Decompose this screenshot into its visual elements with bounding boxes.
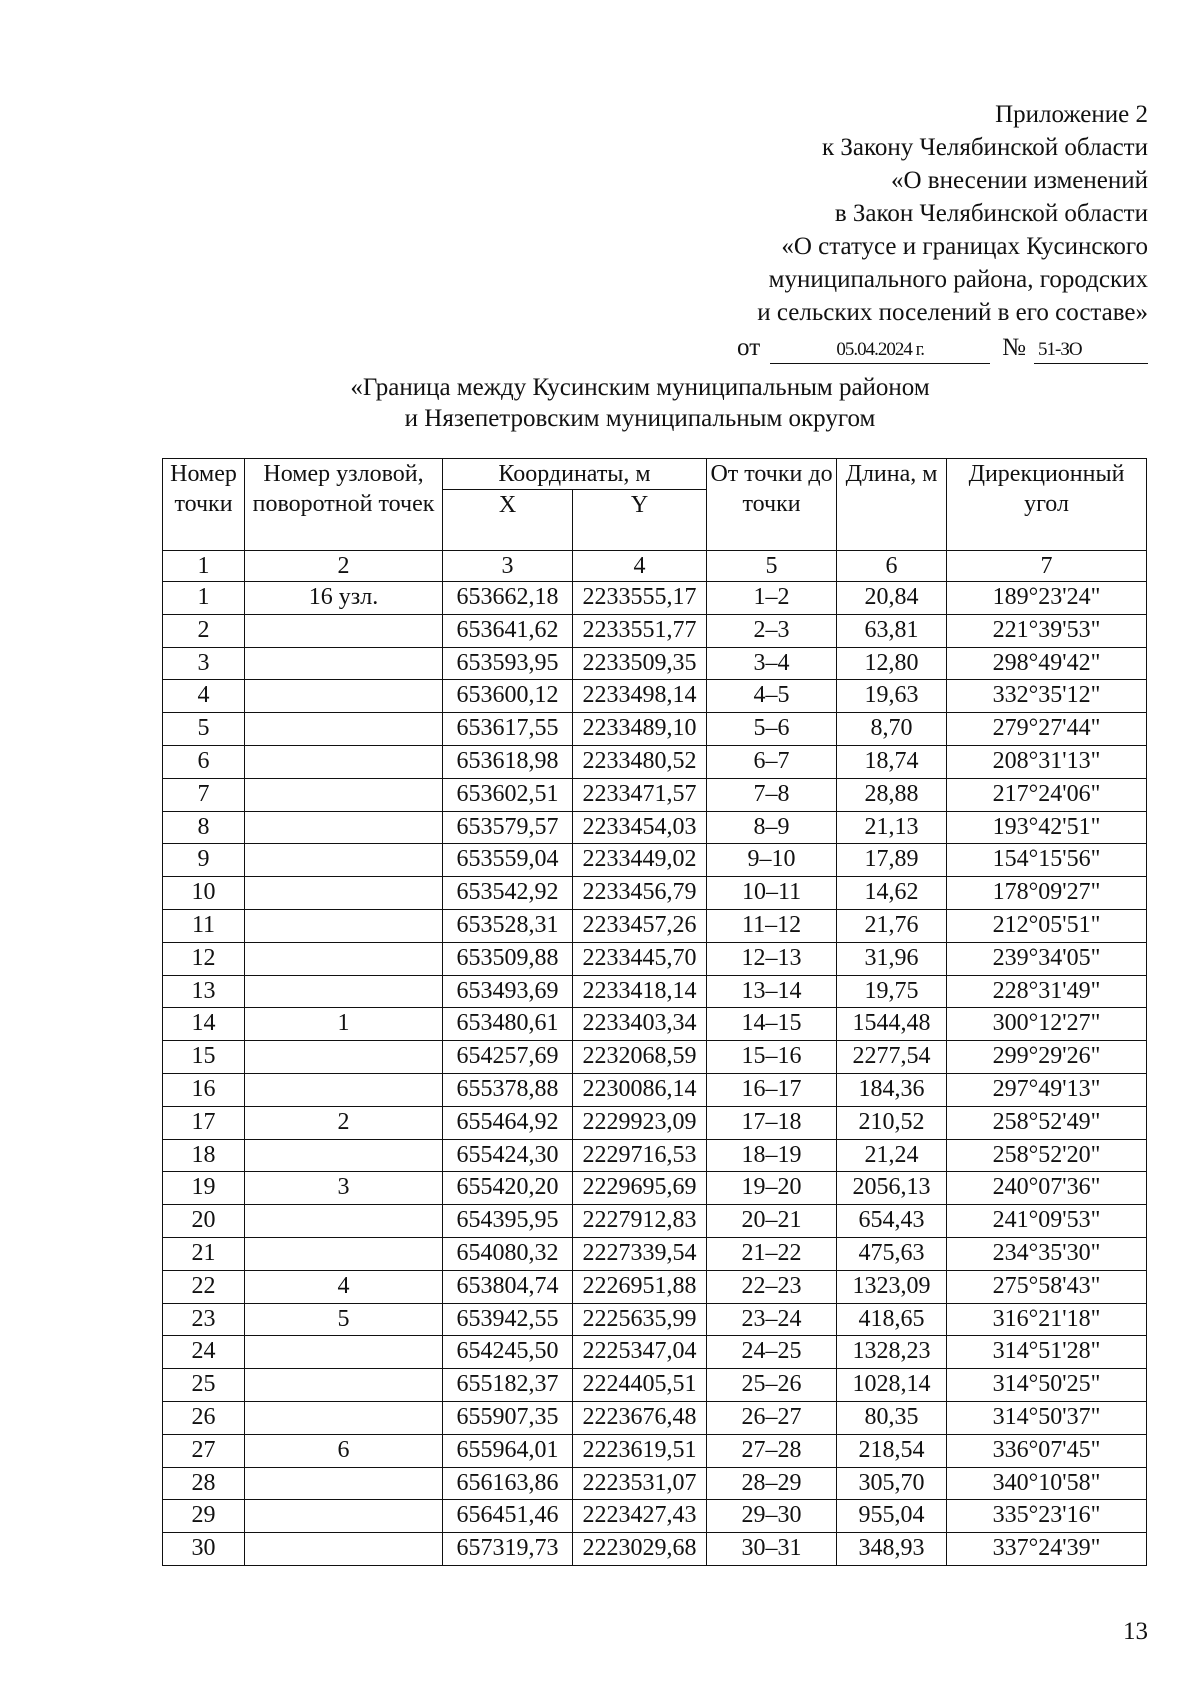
cell-coord-y: 2233489,10	[573, 713, 707, 746]
cell-direction-angle: 154°15'56"	[947, 844, 1147, 877]
cell-coord-x: 655464,92	[443, 1106, 573, 1139]
header-line: Приложение 2	[995, 101, 1148, 128]
cell-segment-length: 21,76	[837, 909, 947, 942]
cell-segment: 5–6	[707, 713, 837, 746]
cell-segment-length: 184,36	[837, 1073, 947, 1106]
column-number: 3	[443, 551, 573, 582]
cell-point-number: 2	[163, 614, 245, 647]
header-line: «О статусе и границах Кусинского	[781, 233, 1148, 260]
cell-segment-length: 210,52	[837, 1106, 947, 1139]
cell-direction-angle: 275°58'43"	[947, 1270, 1147, 1303]
cell-coord-x: 654257,69	[443, 1041, 573, 1074]
table-row	[163, 1041, 1147, 1074]
cell-point-number: 30	[163, 1533, 245, 1566]
table-row	[163, 1106, 1147, 1139]
cell-coord-y: 2233480,52	[573, 745, 707, 778]
cell-segment-length: 28,88	[837, 778, 947, 811]
cell-segment-length: 1544,48	[837, 1008, 947, 1041]
cell-node-number: 5	[245, 1303, 443, 1336]
cell-node-number	[245, 811, 443, 844]
cell-node-number	[245, 942, 443, 975]
cell-coord-x: 656163,86	[443, 1467, 573, 1500]
table-row	[163, 1073, 1147, 1106]
cell-coord-x: 653528,31	[443, 909, 573, 942]
table-row	[163, 1237, 1147, 1270]
cell-coord-x: 655378,88	[443, 1073, 573, 1106]
cell-coord-x: 655424,30	[443, 1139, 573, 1172]
cell-coord-y: 2233498,14	[573, 680, 707, 713]
table-row	[163, 1533, 1147, 1566]
cell-coord-y: 2229716,53	[573, 1139, 707, 1172]
cell-point-number: 4	[163, 680, 245, 713]
cell-segment-length: 348,93	[837, 1533, 947, 1566]
cell-segment-length: 63,81	[837, 614, 947, 647]
cell-coord-x: 653942,55	[443, 1303, 573, 1336]
cell-coord-x: 653618,98	[443, 745, 573, 778]
cell-direction-angle: 193°42'51"	[947, 811, 1147, 844]
cell-segment-length: 14,62	[837, 877, 947, 910]
table-row	[163, 811, 1147, 844]
cell-segment-length: 21,24	[837, 1139, 947, 1172]
column-number: 1	[163, 551, 245, 582]
cell-segment: 23–24	[707, 1303, 837, 1336]
title-line-1: «Граница между Кусинским муниципальным районом	[350, 374, 930, 401]
table-row	[163, 1500, 1147, 1533]
cell-point-number: 16	[163, 1073, 245, 1106]
cell-node-number	[245, 1369, 443, 1402]
table-row	[163, 1369, 1147, 1402]
cell-segment: 25–26	[707, 1369, 837, 1402]
cell-segment: 22–23	[707, 1270, 837, 1303]
cell-point-number: 8	[163, 811, 245, 844]
table-row	[163, 1434, 1147, 1467]
table-row	[163, 1008, 1147, 1041]
cell-coord-y: 2233418,14	[573, 975, 707, 1008]
law-number: 51-ЗО	[1034, 337, 1148, 364]
cell-direction-angle: 240°07'36"	[947, 1172, 1147, 1205]
cell-node-number	[245, 1533, 443, 1566]
cell-segment-length: 80,35	[837, 1401, 947, 1434]
boundary-coordinates-table	[162, 458, 1147, 1566]
cell-segment-length: 475,63	[837, 1237, 947, 1270]
cell-direction-angle: 300°12'27"	[947, 1008, 1147, 1041]
cell-direction-angle: 332°35'12"	[947, 680, 1147, 713]
cell-point-number: 17	[163, 1106, 245, 1139]
cell-segment-length: 418,65	[837, 1303, 947, 1336]
cell-coord-y: 2233445,70	[573, 942, 707, 975]
header-line: муниципального района, городских	[768, 266, 1148, 293]
header-y: Y	[573, 490, 707, 551]
cell-direction-angle: 314°50'25"	[947, 1369, 1147, 1402]
cell-segment-length: 19,75	[837, 975, 947, 1008]
cell-node-number	[245, 877, 443, 910]
cell-node-number	[245, 745, 443, 778]
cell-segment: 17–18	[707, 1106, 837, 1139]
cell-segment: 14–15	[707, 1008, 837, 1041]
cell-segment: 7–8	[707, 778, 837, 811]
cell-node-number: 4	[245, 1270, 443, 1303]
cell-segment-length: 218,54	[837, 1434, 947, 1467]
date-prefix: от	[737, 334, 761, 361]
cell-coord-y: 2223029,68	[573, 1533, 707, 1566]
cell-point-number: 25	[163, 1369, 245, 1402]
cell-coord-x: 657319,73	[443, 1533, 573, 1566]
cell-point-number: 13	[163, 975, 245, 1008]
cell-node-number: 6	[245, 1434, 443, 1467]
cell-node-number	[245, 778, 443, 811]
cell-segment-length: 12,80	[837, 647, 947, 680]
cell-point-number: 10	[163, 877, 245, 910]
cell-node-number	[245, 1467, 443, 1500]
cell-coord-y: 2233454,03	[573, 811, 707, 844]
header-point-number: Номер точки	[163, 459, 245, 551]
cell-node-number	[245, 909, 443, 942]
cell-point-number: 21	[163, 1237, 245, 1270]
table-row	[163, 1401, 1147, 1434]
table-row	[163, 1467, 1147, 1500]
cell-node-number	[245, 1139, 443, 1172]
table-row	[163, 647, 1147, 680]
cell-segment-length: 19,63	[837, 680, 947, 713]
header-node-number: Номер узловой, поворотной точек	[245, 459, 443, 551]
table-row	[163, 680, 1147, 713]
cell-segment-length: 2277,54	[837, 1041, 947, 1074]
cell-segment-length: 21,13	[837, 811, 947, 844]
cell-coord-y: 2225347,04	[573, 1336, 707, 1369]
cell-point-number: 12	[163, 942, 245, 975]
cell-point-number: 7	[163, 778, 245, 811]
cell-segment: 16–17	[707, 1073, 837, 1106]
table-row	[163, 877, 1147, 910]
cell-coord-x: 653480,61	[443, 1008, 573, 1041]
cell-segment: 6–7	[707, 745, 837, 778]
cell-point-number: 20	[163, 1205, 245, 1238]
cell-direction-angle: 316°21'18"	[947, 1303, 1147, 1336]
cell-segment-length: 20,84	[837, 582, 947, 615]
cell-direction-angle: 208°31'13"	[947, 745, 1147, 778]
cell-direction-angle: 279°27'44"	[947, 713, 1147, 746]
cell-coord-x: 655420,20	[443, 1172, 573, 1205]
cell-coord-x: 653804,74	[443, 1270, 573, 1303]
cell-point-number: 26	[163, 1401, 245, 1434]
cell-segment-length: 654,43	[837, 1205, 947, 1238]
cell-segment: 26–27	[707, 1401, 837, 1434]
cell-coord-x: 654245,50	[443, 1336, 573, 1369]
cell-coord-y: 2227339,54	[573, 1237, 707, 1270]
cell-node-number	[245, 1500, 443, 1533]
cell-segment: 20–21	[707, 1205, 837, 1238]
cell-segment: 12–13	[707, 942, 837, 975]
cell-segment-length: 31,96	[837, 942, 947, 975]
cell-coord-y: 2233555,17	[573, 582, 707, 615]
cell-coord-y: 2229923,09	[573, 1106, 707, 1139]
cell-direction-angle: 337°24'39"	[947, 1533, 1147, 1566]
table-row	[163, 1336, 1147, 1369]
table-row	[163, 614, 1147, 647]
section-title	[160, 372, 1120, 434]
table-row	[163, 975, 1147, 1008]
header-length: Длина, м	[837, 459, 947, 551]
cell-coord-x: 654395,95	[443, 1205, 573, 1238]
cell-segment-length: 17,89	[837, 844, 947, 877]
cell-segment-length: 305,70	[837, 1467, 947, 1500]
cell-direction-angle: 212°05'51"	[947, 909, 1147, 942]
column-number: 4	[573, 551, 707, 582]
cell-segment: 19–20	[707, 1172, 837, 1205]
cell-node-number	[245, 614, 443, 647]
cell-coord-y: 2223531,07	[573, 1467, 707, 1500]
cell-node-number	[245, 713, 443, 746]
cell-coord-x: 653579,57	[443, 811, 573, 844]
cell-point-number: 6	[163, 745, 245, 778]
cell-segment: 3–4	[707, 647, 837, 680]
cell-segment: 11–12	[707, 909, 837, 942]
header-from-to: От точки до точки	[707, 459, 837, 551]
cell-segment-length: 8,70	[837, 713, 947, 746]
header-direction-angle: Дирекционный угол	[947, 459, 1147, 551]
table-row	[163, 844, 1147, 877]
cell-coord-x: 655907,35	[443, 1401, 573, 1434]
cell-point-number: 1	[163, 582, 245, 615]
cell-node-number	[245, 1205, 443, 1238]
cell-coord-y: 2229695,69	[573, 1172, 707, 1205]
cell-point-number: 19	[163, 1172, 245, 1205]
column-number: 5	[707, 551, 837, 582]
cell-coord-x: 653493,69	[443, 975, 573, 1008]
cell-point-number: 3	[163, 647, 245, 680]
cell-segment: 27–28	[707, 1434, 837, 1467]
table-row	[163, 582, 1147, 615]
cell-segment: 21–22	[707, 1237, 837, 1270]
column-number-row	[163, 551, 1147, 582]
cell-node-number: 2	[245, 1106, 443, 1139]
cell-segment-length: 1028,14	[837, 1369, 947, 1402]
cell-node-number	[245, 1336, 443, 1369]
cell-node-number	[245, 647, 443, 680]
table-row	[163, 745, 1147, 778]
title-line-2: и Нязепетровским муниципальным округом	[404, 405, 876, 432]
cell-segment: 15–16	[707, 1041, 837, 1074]
cell-direction-angle: 299°29'26"	[947, 1041, 1147, 1074]
cell-coord-y: 2233403,34	[573, 1008, 707, 1041]
cell-segment: 29–30	[707, 1500, 837, 1533]
cell-direction-angle: 336°07'45"	[947, 1434, 1147, 1467]
cell-segment: 18–19	[707, 1139, 837, 1172]
cell-direction-angle: 234°35'30"	[947, 1237, 1147, 1270]
cell-segment-length: 2056,13	[837, 1172, 947, 1205]
cell-direction-angle: 221°39'53"	[947, 614, 1147, 647]
cell-direction-angle: 217°24'06"	[947, 778, 1147, 811]
cell-coord-y: 2233456,79	[573, 877, 707, 910]
column-number: 7	[947, 551, 1147, 582]
cell-coord-x: 653593,95	[443, 647, 573, 680]
cell-direction-angle: 178°09'27"	[947, 877, 1147, 910]
cell-direction-angle: 298°49'42"	[947, 647, 1147, 680]
cell-coord-x: 653559,04	[443, 844, 573, 877]
cell-coord-x: 653602,51	[443, 778, 573, 811]
table-row	[163, 942, 1147, 975]
cell-segment-length: 1328,23	[837, 1336, 947, 1369]
cell-point-number: 23	[163, 1303, 245, 1336]
cell-direction-angle: 258°52'20"	[947, 1139, 1147, 1172]
cell-coord-x: 656451,46	[443, 1500, 573, 1533]
cell-coord-y: 2226951,88	[573, 1270, 707, 1303]
cell-segment: 30–31	[707, 1533, 837, 1566]
date-number-line	[628, 331, 1148, 364]
number-sign: №	[1002, 334, 1026, 361]
cell-point-number: 18	[163, 1139, 245, 1172]
cell-segment: 2–3	[707, 614, 837, 647]
table-row	[163, 1139, 1147, 1172]
table-row	[163, 713, 1147, 746]
cell-coord-y: 2223619,51	[573, 1434, 707, 1467]
cell-node-number	[245, 844, 443, 877]
cell-coord-x: 653600,12	[443, 680, 573, 713]
table-row	[163, 909, 1147, 942]
cell-coord-x: 654080,32	[443, 1237, 573, 1270]
table-row	[163, 778, 1147, 811]
cell-segment: 8–9	[707, 811, 837, 844]
cell-coord-y: 2230086,14	[573, 1073, 707, 1106]
cell-coord-x: 653542,92	[443, 877, 573, 910]
cell-coord-y: 2225635,99	[573, 1303, 707, 1336]
cell-segment-length: 18,74	[837, 745, 947, 778]
cell-point-number: 11	[163, 909, 245, 942]
header-coordinates: Координаты, м	[443, 459, 707, 490]
cell-coord-y: 2223676,48	[573, 1401, 707, 1434]
cell-node-number	[245, 975, 443, 1008]
cell-segment: 24–25	[707, 1336, 837, 1369]
cell-segment: 10–11	[707, 877, 837, 910]
cell-point-number: 9	[163, 844, 245, 877]
cell-coord-y: 2233449,02	[573, 844, 707, 877]
cell-direction-angle: 335°23'16"	[947, 1500, 1147, 1533]
cell-coord-x: 653641,62	[443, 614, 573, 647]
table-row	[163, 1303, 1147, 1336]
cell-point-number: 28	[163, 1467, 245, 1500]
cell-point-number: 27	[163, 1434, 245, 1467]
cell-direction-angle: 241°09'53"	[947, 1205, 1147, 1238]
cell-node-number: 3	[245, 1172, 443, 1205]
cell-direction-angle: 340°10'58"	[947, 1467, 1147, 1500]
page-number: 13	[1123, 1618, 1148, 1645]
table-body	[163, 582, 1147, 1566]
cell-segment: 1–2	[707, 582, 837, 615]
cell-node-number	[245, 1073, 443, 1106]
cell-node-number	[245, 680, 443, 713]
cell-coord-x: 653662,18	[443, 582, 573, 615]
cell-direction-angle: 314°50'37"	[947, 1401, 1147, 1434]
cell-coord-y: 2232068,59	[573, 1041, 707, 1074]
cell-coord-y: 2233509,35	[573, 647, 707, 680]
cell-coord-x: 655964,01	[443, 1434, 573, 1467]
column-number: 6	[837, 551, 947, 582]
header-x: X	[443, 490, 573, 551]
table-row	[163, 1270, 1147, 1303]
cell-node-number	[245, 1041, 443, 1074]
cell-segment-length: 1323,09	[837, 1270, 947, 1303]
header-line: «О внесении изменений	[890, 167, 1148, 194]
cell-point-number: 15	[163, 1041, 245, 1074]
cell-direction-angle: 239°34'05"	[947, 942, 1147, 975]
cell-direction-angle: 297°49'13"	[947, 1073, 1147, 1106]
cell-direction-angle: 228°31'49"	[947, 975, 1147, 1008]
cell-coord-y: 2233471,57	[573, 778, 707, 811]
table-row	[163, 1205, 1147, 1238]
cell-coord-x: 653509,88	[443, 942, 573, 975]
cell-segment: 13–14	[707, 975, 837, 1008]
cell-coord-x: 653617,55	[443, 713, 573, 746]
cell-direction-angle: 258°52'49"	[947, 1106, 1147, 1139]
cell-coord-y: 2233551,77	[573, 614, 707, 647]
cell-point-number: 22	[163, 1270, 245, 1303]
table-header	[163, 459, 1147, 582]
cell-node-number: 16 узл.	[245, 582, 443, 615]
table-row	[163, 1172, 1147, 1205]
header-line: к Закону Челябинской области	[822, 134, 1148, 161]
cell-direction-angle: 314°51'28"	[947, 1336, 1147, 1369]
cell-point-number: 5	[163, 713, 245, 746]
cell-coord-y: 2227912,83	[573, 1205, 707, 1238]
cell-point-number: 14	[163, 1008, 245, 1041]
cell-segment: 9–10	[707, 844, 837, 877]
cell-segment: 4–5	[707, 680, 837, 713]
column-number: 2	[245, 551, 443, 582]
header-line: и сельских поселений в его составе»	[757, 299, 1148, 326]
cell-segment-length: 955,04	[837, 1500, 947, 1533]
cell-point-number: 24	[163, 1336, 245, 1369]
header-line: в Закон Челябинской области	[834, 200, 1148, 227]
document-header	[628, 98, 1148, 364]
law-date: 05.04.2024 г.	[770, 337, 990, 364]
cell-segment: 28–29	[707, 1467, 837, 1500]
cell-direction-angle: 189°23'24"	[947, 582, 1147, 615]
cell-coord-x: 655182,37	[443, 1369, 573, 1402]
cell-coord-y: 2223427,43	[573, 1500, 707, 1533]
cell-coord-y: 2233457,26	[573, 909, 707, 942]
cell-point-number: 29	[163, 1500, 245, 1533]
cell-node-number	[245, 1237, 443, 1270]
cell-coord-y: 2224405,51	[573, 1369, 707, 1402]
cell-node-number	[245, 1401, 443, 1434]
cell-node-number: 1	[245, 1008, 443, 1041]
